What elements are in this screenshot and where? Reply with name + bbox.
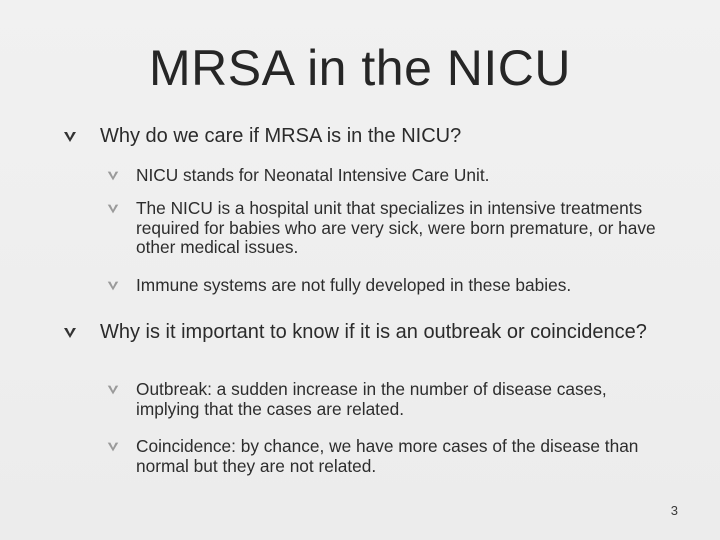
slide-title: MRSA in the NICU [148, 40, 571, 96]
sub-bullet-text: Immune systems are not fully developed in these babies. [136, 275, 572, 295]
checkmark-icon [106, 202, 120, 216]
sub-bullet-text: Outbreak: a sudden increase in the number of disease cases, implying that the cases are related. [136, 379, 607, 419]
checkmark-icon [106, 169, 120, 183]
page-number: 3 [670, 503, 678, 518]
sub-bullet-item [106, 437, 666, 476]
checkmark-icon [62, 129, 78, 145]
sub-bullet-item [106, 276, 666, 296]
sub-bullet-text: Coincidence: by chance, we have more cases of the disease than normal but they are not related. [136, 436, 639, 476]
bullet-text: Why is it important to know if it is an outbreak or coincidence? [100, 321, 647, 343]
sub-bullet-text: The NICU is a hospital unit that specializes in intensive treatments required for babies who are very sick, were born premature, or have other medical issues. [136, 198, 656, 257]
checkmark-icon [106, 440, 120, 454]
bullet-item [62, 125, 682, 148]
sub-bullet-item [106, 199, 666, 258]
checkmark-icon [106, 279, 120, 293]
bullet-item [62, 321, 682, 344]
sub-bullet-text: NICU stands for Neonatal Intensive Care Unit. [136, 165, 490, 185]
checkmark-icon [62, 325, 78, 341]
bullet-text: Why do we care if MRSA is in the NICU? [100, 125, 462, 147]
sub-bullet-item [106, 380, 666, 419]
sub-bullet-item [106, 166, 666, 186]
checkmark-icon [106, 383, 120, 397]
